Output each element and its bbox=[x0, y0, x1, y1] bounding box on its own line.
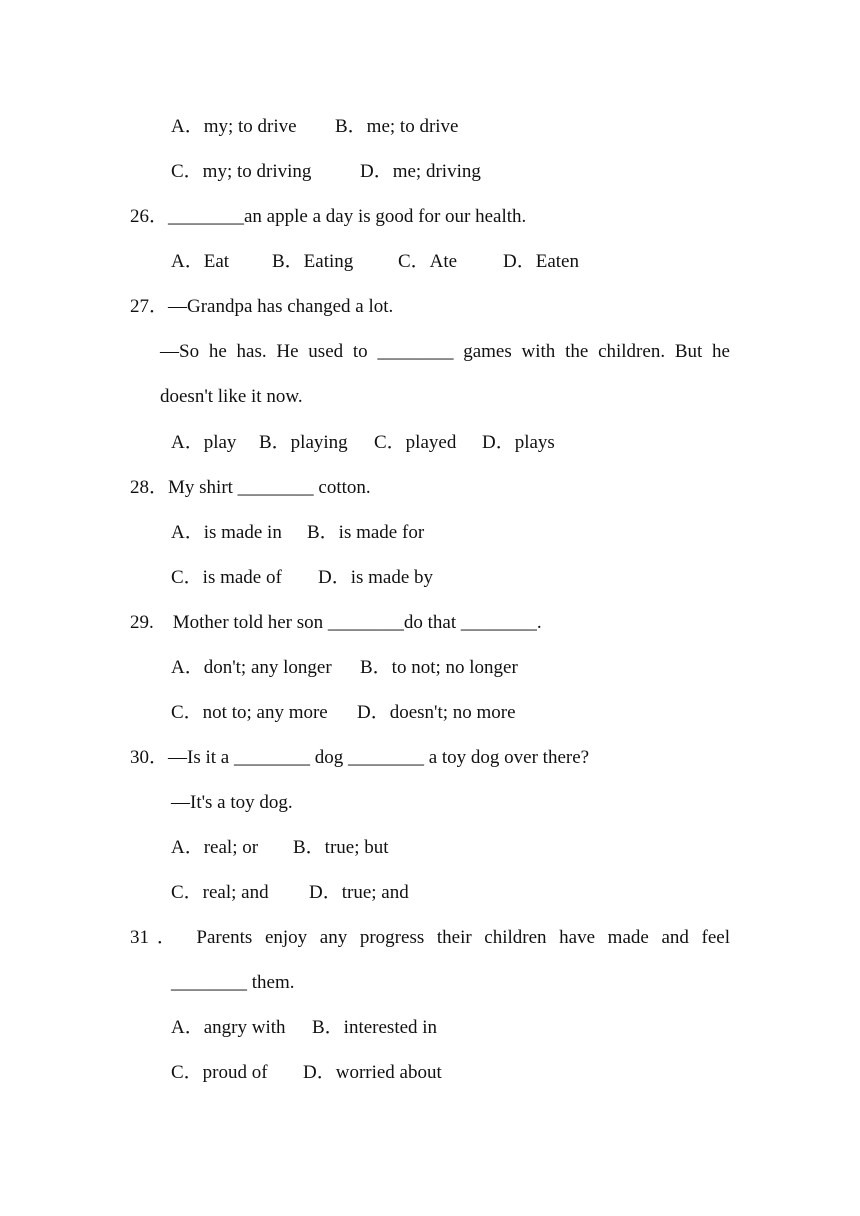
option-b: B．is made for bbox=[307, 522, 425, 543]
question-stem: 29. Mother told her son ________do that ________. bbox=[130, 612, 542, 633]
option-b: B．Eating bbox=[272, 251, 354, 272]
option-a: A．Eat bbox=[171, 251, 230, 272]
option-c: C．my; to driving bbox=[171, 161, 312, 182]
option-c: C．not to; any more bbox=[171, 702, 328, 723]
option-a: A．angry with bbox=[171, 1017, 286, 1038]
option-c: C．is made of bbox=[171, 567, 282, 588]
option-b: B．playing bbox=[259, 432, 348, 453]
question-stem: 28．My shirt ________ cotton. bbox=[130, 477, 371, 498]
question-stem: 26．________an apple a day is good for our health. bbox=[130, 206, 527, 227]
dialogue-reply: —So he has. He used to ________ games with the children. But he bbox=[160, 341, 730, 362]
option-c: C．Ate bbox=[398, 251, 458, 272]
option-a: A．real; or bbox=[171, 837, 259, 858]
option-d: D．me; driving bbox=[360, 161, 481, 182]
option-d: D．doesn't; no more bbox=[357, 702, 516, 723]
option-a: A．play bbox=[171, 432, 237, 453]
option-d: D．plays bbox=[482, 432, 555, 453]
option-b: B．to not; no longer bbox=[360, 657, 518, 678]
question-stem: 30．—Is it a ________ dog ________ a toy dog over there? bbox=[130, 747, 590, 768]
option-a: A．don't; any longer bbox=[171, 657, 332, 678]
option-b: B．me; to drive bbox=[335, 116, 459, 137]
option-d: D．Eaten bbox=[503, 251, 579, 272]
option-d: D．true; and bbox=[309, 882, 409, 903]
question-stem: 27．—Grandpa has changed a lot. bbox=[130, 296, 394, 317]
option-b: B．true; but bbox=[293, 837, 389, 858]
option-c: C．real; and bbox=[171, 882, 269, 903]
question-stem: 31． Parents enjoy any progress their children have made and feel bbox=[130, 927, 730, 948]
dialogue-reply-continued: doesn't like it now. bbox=[160, 386, 303, 407]
question-stem-continued: ________ them. bbox=[171, 972, 295, 993]
dialogue-reply: —It's a toy dog. bbox=[171, 792, 293, 813]
option-d: D．is made by bbox=[318, 567, 434, 588]
option-c: C．proud of bbox=[171, 1062, 268, 1083]
option-a: A．my; to drive bbox=[171, 116, 297, 137]
option-d: D．worried about bbox=[303, 1062, 442, 1083]
option-a: A．is made in bbox=[171, 522, 282, 543]
option-b: B．interested in bbox=[312, 1017, 438, 1038]
option-c: C．played bbox=[374, 432, 457, 453]
